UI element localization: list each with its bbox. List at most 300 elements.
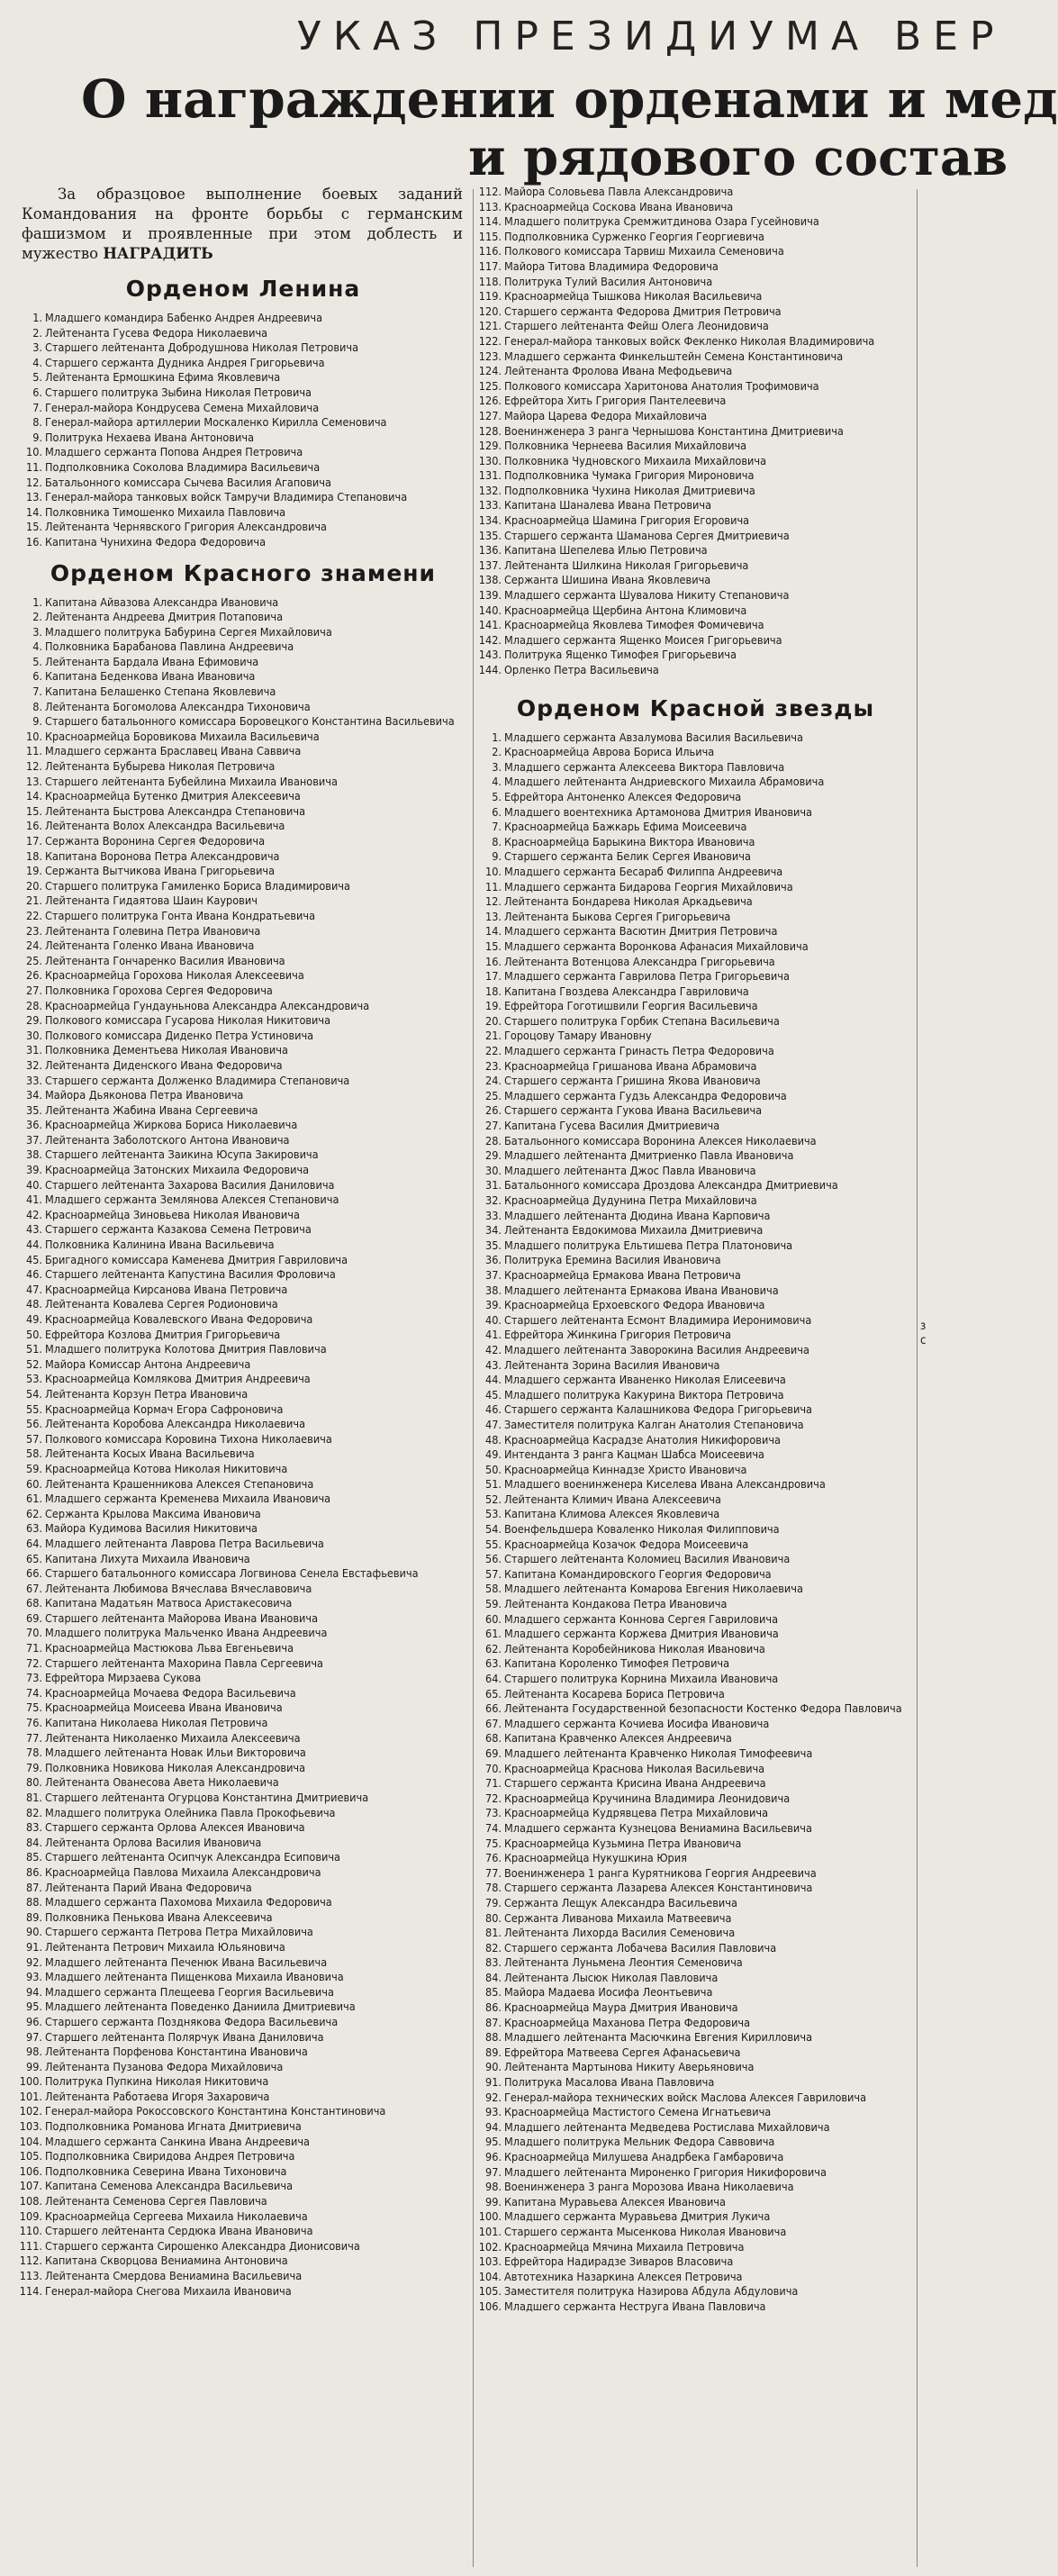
awardee-name: Старшего сержанта Казакова Семена Петровича xyxy=(45,1222,312,1237)
list-item xyxy=(477,2270,914,2285)
list-item-number: 64. xyxy=(25,1536,42,1550)
awardee-name: Младшего лейтенанта Ермакова Ивана Ивановича xyxy=(504,1283,779,1297)
list-item-number: 133. xyxy=(478,498,502,512)
awardee-name: Автотехника Назаркина Алексея Петровича xyxy=(504,2269,743,2283)
awardee-name: Лейтенанта Голевина Петра Ивановича xyxy=(45,923,261,938)
awardee-name: Военфельдшера Коваленко Николая Филипповича xyxy=(504,1522,780,1537)
list-item-number: 63. xyxy=(25,1521,42,1536)
list-item-number: 13. xyxy=(25,774,42,788)
list-item-number: 68. xyxy=(25,1596,42,1610)
awardee-name: Младшего сержанта Васютин Дмитрия Петровича xyxy=(504,924,778,939)
section-title-red-banner: Орденом Красного знамени xyxy=(50,559,437,586)
awardee-name: Младшего сержанта Гаврилова Петра Григорьевича xyxy=(504,969,790,984)
awardee-name: Красноармейца Зиновьева Николая Ивановича xyxy=(45,1207,300,1221)
list-item xyxy=(477,2299,914,2315)
list-item xyxy=(477,1358,914,1374)
list-item xyxy=(477,1762,914,1777)
list-item-number: 131. xyxy=(478,468,502,483)
list-item xyxy=(18,1731,468,1746)
list-item-number: 104. xyxy=(19,2134,42,2148)
list-item xyxy=(477,1492,914,1508)
list-item xyxy=(18,2104,468,2119)
list-item xyxy=(18,1850,468,1865)
list-item xyxy=(477,880,914,895)
list-item-number: 102. xyxy=(19,2104,42,2118)
awardee-name: Генерал-майора танковых войск Тамручи Владимира Степановича xyxy=(45,490,408,504)
list-item-number: 37. xyxy=(484,1267,502,1282)
awardee-name: Младшего политрука Мальченко Ивана Андреевича xyxy=(45,1626,328,1640)
awardee-name: Красноармейца Котова Николая Никитовича xyxy=(45,1461,288,1475)
list-item xyxy=(18,744,468,759)
list-item-number: 8. xyxy=(32,699,42,713)
list-item-number: 4. xyxy=(492,775,502,789)
list-item-number: 2. xyxy=(32,610,42,624)
awardee-name: Младшего лейтенанта Новак Ильи Викторовича xyxy=(45,1746,306,1760)
list-item-number: 4. xyxy=(32,355,42,369)
awardee-name: Подполковника Романова Игната Дмитриевича xyxy=(45,2119,302,2134)
list-item-number: 14. xyxy=(484,924,502,939)
list-item xyxy=(18,2254,468,2269)
list-item xyxy=(477,1627,914,1642)
awardee-name: Старшего батальонного комиссара Боровецкого Константина Васильевича xyxy=(45,714,455,729)
awardee-name: Младшего сержанта Коржева Дмитрия Ивановича xyxy=(504,1627,779,1641)
list-item-number: 99. xyxy=(484,2194,502,2209)
list-item xyxy=(477,2060,914,2075)
list-item xyxy=(18,431,468,446)
list-item xyxy=(477,1597,914,1612)
list-item-number: 17. xyxy=(25,834,42,848)
list-item xyxy=(477,2120,914,2136)
list-item xyxy=(18,849,468,865)
list-item-number: 5. xyxy=(32,370,42,385)
list-item-number: 108. xyxy=(19,2194,42,2209)
list-item xyxy=(18,2164,468,2180)
awardee-name: Старшего лейтенанта Коломиец Василия Ивановича xyxy=(504,1552,791,1566)
list-item xyxy=(18,1163,468,1178)
list-item-number: 137. xyxy=(478,558,502,572)
list-item xyxy=(18,2135,468,2150)
list-item-number: 59. xyxy=(25,1461,42,1475)
list-item xyxy=(477,588,914,603)
awardee-name: Младшего лейтенанта Масючкина Евгения Кирилловича xyxy=(504,2030,813,2045)
list-item xyxy=(18,1925,468,1940)
list-item-number: 57. xyxy=(484,1566,502,1581)
list-item-number: 41. xyxy=(25,1193,42,1207)
list-item xyxy=(18,2060,468,2075)
awardee-name: Капитана Гвоздева Александра Гавриловича xyxy=(504,984,749,998)
awardee-name: Красноармейца Мастистого Семена Игнатьевича xyxy=(504,2105,772,2119)
list-item xyxy=(18,655,468,670)
awardee-name: Старшего лейтенанта Сердюка Ивана Ивановича xyxy=(45,2224,313,2238)
awardee-name: Красноармейца Ерхоевского Федора Ивановича xyxy=(504,1298,765,1312)
list-item-number: 13. xyxy=(484,909,502,923)
awardee-name: Старшего лейтенанта Захарова Василия Даниловича xyxy=(45,1177,335,1192)
list-item xyxy=(18,1820,468,1836)
list-item xyxy=(477,2209,914,2225)
list-item-number: 66. xyxy=(484,1701,502,1716)
awardee-name: Полкового комиссара Харитонова Анатолия Трофимовича xyxy=(504,378,819,393)
awardee-name: Лейтенанта Бардала Ивана Ефимовича xyxy=(45,654,259,668)
awardee-name: Лейтенанта Вотенцова Александра Григорьевича xyxy=(504,954,775,968)
list-item-number: 12. xyxy=(484,894,502,909)
list-item xyxy=(477,1477,914,1492)
awardee-name: Младшего лейтенанта Пищенкова Михаила Ивановича xyxy=(45,1970,344,1984)
list-item xyxy=(477,1537,914,1553)
list-item-number: 96. xyxy=(484,2150,502,2163)
list-item xyxy=(18,1671,468,1686)
list-item-number: 118. xyxy=(478,274,502,288)
list-item-number: 12. xyxy=(25,475,42,489)
awardee-name: Капитана Климова Алексея Яковлевича xyxy=(504,1507,720,1521)
list-item xyxy=(477,2195,914,2210)
list-item xyxy=(477,454,914,469)
list-item xyxy=(477,289,914,304)
awardee-name: Младшего политрука Ельтишева Петра Платоновича xyxy=(504,1238,793,1252)
list-item-number: 24. xyxy=(484,1074,502,1088)
list-item xyxy=(18,2284,468,2299)
list-item xyxy=(477,573,914,588)
awardee-name: Капитана Айвазова Александра Ивановича xyxy=(45,594,279,609)
awardee-name: Капитана Воронова Петра Александровича xyxy=(45,848,280,863)
list-item-number: 26. xyxy=(25,968,42,983)
list-item xyxy=(477,1253,914,1268)
awardee-name: Красноармейца Горохова Николая Алексеевича xyxy=(45,968,304,983)
list-item xyxy=(18,1836,468,1851)
list-item-number: 106. xyxy=(478,2299,502,2313)
awardee-name: Младшего сержанта Иваненко Николая Елисеевича xyxy=(504,1373,786,1387)
list-item xyxy=(18,1432,468,1447)
awardee-name: Лейтенанта Быстрова Александра Степановича xyxy=(45,803,306,818)
list-item-number: 82. xyxy=(484,1940,502,1955)
awardee-name: Красноармейца Милушева Анадрбека Гамбаровича xyxy=(504,2150,784,2163)
list-item xyxy=(18,984,468,999)
list-item xyxy=(18,879,468,894)
list-item xyxy=(477,1268,914,1283)
list-item xyxy=(18,1402,468,1418)
list-item-number: 48. xyxy=(484,1432,502,1447)
awardee-name: Капитана Семенова Александра Васильевича xyxy=(45,2179,294,2193)
list-item-number: 76. xyxy=(25,1716,42,1730)
awardee-name: Красноармейца Щербина Антона Климовича xyxy=(504,603,747,617)
list-item xyxy=(477,1074,914,1089)
awardee-name: Политрука Еремина Василия Ивановича xyxy=(504,1253,721,1267)
awardee-name: Старшего батальонного комиссара Логвинова Сенела Евстафьевича xyxy=(45,1566,419,1581)
awardee-name: Подполковника Сурженко Георгия Георгиевича xyxy=(504,229,764,243)
list-item-number: 93. xyxy=(25,1970,42,1984)
list-item-number: 15. xyxy=(484,939,502,953)
awardee-name: Лейтенанта Коробова Александра Николаевича xyxy=(45,1417,306,1431)
awardee-name: Лейтенанта Парий Ивана Федоровича xyxy=(45,1880,252,1894)
list-item xyxy=(477,1029,914,1044)
awardee-name: Старшего сержанта Дудника Андрея Григорьевича xyxy=(45,355,325,369)
list-item-number: 127. xyxy=(478,408,502,422)
list-item xyxy=(477,633,914,649)
list-item-number: 84. xyxy=(25,1835,42,1849)
awardee-name: Лейтенанта Коробейникова Николая Ивановича xyxy=(504,1641,765,1655)
awardee-name: Младшего лейтенанта Медведева Ростислава Михайловича xyxy=(504,2119,830,2134)
list-item xyxy=(477,304,914,320)
list-item-number: 34. xyxy=(484,1223,502,1238)
list-item xyxy=(18,909,468,924)
list-item-number: 1. xyxy=(492,730,502,744)
list-item-number: 75. xyxy=(484,1836,502,1850)
list-item xyxy=(477,2150,914,2165)
list-item xyxy=(18,476,468,491)
list-item xyxy=(18,834,468,849)
list-item-number: 9. xyxy=(32,430,42,444)
awardee-name: Младшего сержанта Воронкова Афанасия Михайловича xyxy=(504,939,809,953)
list-item-number: 95. xyxy=(484,2135,502,2149)
list-item xyxy=(18,520,468,535)
list-item xyxy=(18,775,468,790)
list-item xyxy=(477,910,914,925)
list-item-number: 113. xyxy=(478,199,502,213)
list-item xyxy=(18,2030,468,2045)
list-item-number: 16. xyxy=(25,534,42,549)
list-item xyxy=(477,603,914,619)
list-item xyxy=(477,1134,914,1149)
list-item xyxy=(18,1267,468,1283)
list-item xyxy=(477,835,914,850)
awardee-name: Младшего политрука Какурина Виктора Петровича xyxy=(504,1387,784,1401)
list-item-number: 29. xyxy=(25,1013,42,1028)
list-item xyxy=(477,2240,914,2255)
list-item-number: 1. xyxy=(32,311,42,324)
list-item-number: 51. xyxy=(484,1477,502,1492)
awardee-name: Военинженера 3 ранга Чернышова Константина Дмитриевича xyxy=(504,423,844,438)
list-item-number: 52. xyxy=(25,1356,42,1371)
list-item-number: 87. xyxy=(25,1880,42,1894)
awardee-name: Лейтенанта Любимова Вячеслава Вячеславовича xyxy=(45,1581,312,1595)
awardee-name: Младшего сержанта Финкельштейн Семена Константиновича xyxy=(504,349,844,363)
list-item xyxy=(477,334,914,349)
list-item xyxy=(477,1911,914,1927)
awardee-name: Сержанта Ливанова Михаила Матвеевича xyxy=(504,1910,732,1925)
awardee-name: Лейтенанта Петрович Михаила Юльяновича xyxy=(45,1939,285,1954)
list-item xyxy=(477,1552,914,1567)
list-item xyxy=(477,1866,914,1882)
awardee-name: Капитана Скворцова Вениамина Антоновича xyxy=(45,2254,288,2268)
awardee-name: Политрука Пупкина Николая Никитовича xyxy=(45,2074,269,2089)
list-item xyxy=(18,1492,468,1507)
list-item xyxy=(477,1164,914,1179)
list-item-number: 50. xyxy=(484,1462,502,1476)
list-item xyxy=(18,639,468,655)
intro-emphasis: НАГРАДИТЬ xyxy=(103,245,213,262)
awardee-name: Лейтенанта Ковалева Сергея Родионовича xyxy=(45,1297,278,1311)
list-item xyxy=(477,790,914,805)
list-item xyxy=(477,1971,914,1986)
awardee-name: Красноармейца Соскова Ивана Ивановича xyxy=(504,199,734,213)
list-item xyxy=(18,490,468,505)
awardee-name: Старшего сержанта Позднякова Федора Васильевича xyxy=(45,2014,339,2028)
list-item xyxy=(477,1746,914,1762)
awardee-name: Полковника Тимошенко Михаила Павловича xyxy=(45,504,286,519)
list-item-number: 6. xyxy=(32,385,42,399)
awardee-name: Орленко Петра Васильевича xyxy=(504,663,659,676)
list-item xyxy=(18,460,468,476)
awardee-name: Младшего политрука Сремжитдинова Озара Гусейновича xyxy=(504,214,819,229)
list-item xyxy=(18,893,468,909)
awardee-name: Лейтенанта Ованесова Авета Николаевича xyxy=(45,1775,279,1790)
awardee-name: Старшего политрука Гамиленко Бориса Владимировича xyxy=(45,878,350,893)
awardee-name: Красноармейца Павлова Михаила Александровича xyxy=(45,1864,321,1879)
awardee-name: Младшего лейтенанта Андриевского Михаила Абрамовича xyxy=(504,775,825,789)
awardee-name: Красноармейца Кирсанова Ивана Петровича xyxy=(45,1282,288,1296)
awardee-name: Лейтенанта Государственной безопасности Костенко Федора Павловича xyxy=(504,1701,902,1716)
awardee-name: Старшего политрука Горбик Степана Васильевича xyxy=(504,1013,780,1028)
list-item-number: 86. xyxy=(25,1864,42,1879)
awardee-name: Младшего сержанта Кременева Михаила Ивановича xyxy=(45,1492,331,1506)
list-item-number: 4. xyxy=(32,639,42,654)
list-item xyxy=(18,1746,468,1761)
awardee-name: Старшего лейтенанта Осипчук Александра Есиповича xyxy=(45,1850,341,1864)
list-item xyxy=(18,1283,468,1298)
list-item-number: 94. xyxy=(484,2119,502,2134)
list-item-number: 140. xyxy=(478,603,502,617)
list-item xyxy=(18,804,468,820)
awardee-name: Генерал-майора технических войск Маслова Алексея Гавриловича xyxy=(504,2090,867,2104)
list-item xyxy=(477,2105,914,2120)
awardee-name: Младшего лейтенанта Поведенко Даниила Дмитриевича xyxy=(45,2000,356,2014)
list-item xyxy=(477,1433,914,1448)
awardee-name: Младшего сержанта Браславец Ивана Саввича xyxy=(45,744,302,758)
column-1 xyxy=(18,185,468,2571)
list-item-number: 100. xyxy=(478,2209,502,2224)
list-item xyxy=(18,789,468,804)
column-divider xyxy=(473,189,474,2567)
list-item-number: 114. xyxy=(478,214,502,229)
list-item-number: 28. xyxy=(484,1133,502,1147)
list-item-number: 92. xyxy=(25,1955,42,1969)
list-item-number: 72. xyxy=(25,1655,42,1670)
list-item-number: 109. xyxy=(19,2209,42,2223)
list-item-number: 32. xyxy=(25,1057,42,1072)
list-item-number: 103. xyxy=(478,2254,502,2269)
list-item-number: 48. xyxy=(25,1297,42,1311)
awardee-name: Красноармейца Сергеева Михаила Николаевича xyxy=(45,2209,308,2223)
list-item xyxy=(477,2165,914,2181)
list-item-number: 39. xyxy=(484,1298,502,1312)
section-title-lenin: Орденом Ленина xyxy=(125,276,361,302)
list-item-number: 10. xyxy=(25,729,42,743)
list-item xyxy=(18,1058,468,1074)
list-item-number: 88. xyxy=(484,2030,502,2045)
list-item xyxy=(477,999,914,1014)
awardee-name: Лейтенанта Богомолова Александра Тихоновича xyxy=(45,699,311,713)
list-item-number: 112. xyxy=(19,2254,42,2268)
list-item xyxy=(477,1806,914,1821)
awardee-name: Лейтенанта Николаенко Михаила Алексеевича xyxy=(45,1730,301,1745)
list-item-number: 86. xyxy=(484,2000,502,2015)
list-item-number: 77. xyxy=(25,1730,42,1745)
list-item-number: 45. xyxy=(25,1252,42,1266)
awardee-name: Младшего политрука Колотова Дмитрия Павловича xyxy=(45,1342,327,1356)
list-item xyxy=(477,1402,914,1418)
list-item-number: 5. xyxy=(32,654,42,668)
list-item-number: 74. xyxy=(25,1685,42,1700)
awardee-name: Сержанта Шишина Ивана Яковлевича xyxy=(504,573,711,587)
list-item xyxy=(18,356,468,371)
list-item xyxy=(18,1582,468,1597)
awardee-name: Лейтенанта Смердова Вениамина Васильевича xyxy=(45,2269,303,2282)
list-item-number: 46. xyxy=(25,1267,42,1282)
awardee-name: Старшего политрука Корнина Михаила Ивановича xyxy=(504,1672,779,1685)
list-item-number: 138. xyxy=(478,573,502,587)
list-item xyxy=(477,2016,914,2031)
awardee-name: Младшего сержанта Коннова Сергея Гавриловича xyxy=(504,1611,779,1626)
list-item-number: 46. xyxy=(484,1402,502,1417)
awardee-name: Красноармейца Ковалевского Ивана Федоровича xyxy=(45,1312,313,1326)
list-item xyxy=(18,2269,468,2284)
list-item-number: 97. xyxy=(484,2164,502,2179)
list-item xyxy=(18,311,468,326)
list-item-number: 11. xyxy=(25,459,42,474)
list-item xyxy=(18,1955,468,1971)
awardee-name: Младшего лейтенанта Печенюк Ивана Васильевича xyxy=(45,1955,328,1969)
awardee-name: Младшего сержанта Пахомова Михаила Федоровича xyxy=(45,1895,332,1909)
list-item xyxy=(18,1701,468,1716)
list-item-number: 83. xyxy=(484,1955,502,1970)
list-item-number: 90. xyxy=(484,2060,502,2074)
list-item-number: 11. xyxy=(25,744,42,758)
list-item xyxy=(18,1940,468,1955)
awardee-name: Капитана Короленко Тимофея Петровича xyxy=(504,1656,730,1671)
list-item-number: 88. xyxy=(25,1895,42,1909)
list-item xyxy=(18,1417,468,1432)
list-item xyxy=(477,984,914,1000)
awardee-name: Красноармейца Боровикова Михаила Васильевича xyxy=(45,729,320,743)
awardee-name: Старшего сержанта Крисина Ивана Андреевича xyxy=(504,1776,766,1791)
awardee-name: Майора Соловьева Павла Александровича xyxy=(504,185,734,198)
list-item-number: 144. xyxy=(478,663,502,676)
list-item-number: 116. xyxy=(478,244,502,259)
list-item-number: 44. xyxy=(484,1373,502,1387)
awardee-name: Красноармейца Кузьмина Петра Ивановича xyxy=(504,1836,742,1850)
awardee-name: Красноармейца Ермакова Ивана Петровича xyxy=(504,1267,741,1282)
list-item xyxy=(477,1463,914,1478)
awardee-name: Ефрейтора Матвеева Сергея Афанасьевича xyxy=(504,2045,741,2059)
list-item xyxy=(18,505,468,521)
awardee-name: Младшего сержанта Попова Андрея Петровича xyxy=(45,445,303,459)
awardee-name: Политрука Ященко Тимофея Григорьевича xyxy=(504,648,737,662)
list-item-number: 12. xyxy=(25,759,42,774)
list-item xyxy=(477,1283,914,1299)
awardee-name: Генерал-майора Рокоссовского Константина Константиновича xyxy=(45,2104,386,2118)
list-item-number: 84. xyxy=(484,1970,502,1984)
awardee-name: Старшего сержанта Лобачева Василия Павловича xyxy=(504,1940,777,1955)
awardee-name: Капитана Лихута Михаила Ивановича xyxy=(45,1551,250,1565)
awardee-name: Младшего лейтенанта Мироненко Григория Никифоровича xyxy=(504,2164,827,2179)
awardee-name: Младшего воентехника Артамонова Дмитрия Ивановича xyxy=(504,804,812,819)
list-item xyxy=(477,1701,914,1717)
list-item-number: 57. xyxy=(25,1431,42,1446)
list-item xyxy=(477,805,914,821)
list-item xyxy=(477,760,914,776)
list-item xyxy=(18,685,468,700)
list-item-number: 35. xyxy=(484,1238,502,1252)
awardee-name: Капитана Командировского Георгия Федоровича xyxy=(504,1566,772,1581)
list-item-number: 43. xyxy=(484,1357,502,1372)
list-item xyxy=(477,379,914,395)
list-item xyxy=(18,730,468,745)
list-item xyxy=(477,939,914,955)
list-item-number: 40. xyxy=(25,1177,42,1192)
list-item-number: 71. xyxy=(25,1641,42,1655)
list-item-number: 99. xyxy=(25,2059,42,2073)
list-item-number: 14. xyxy=(25,789,42,803)
list-item xyxy=(18,535,468,550)
